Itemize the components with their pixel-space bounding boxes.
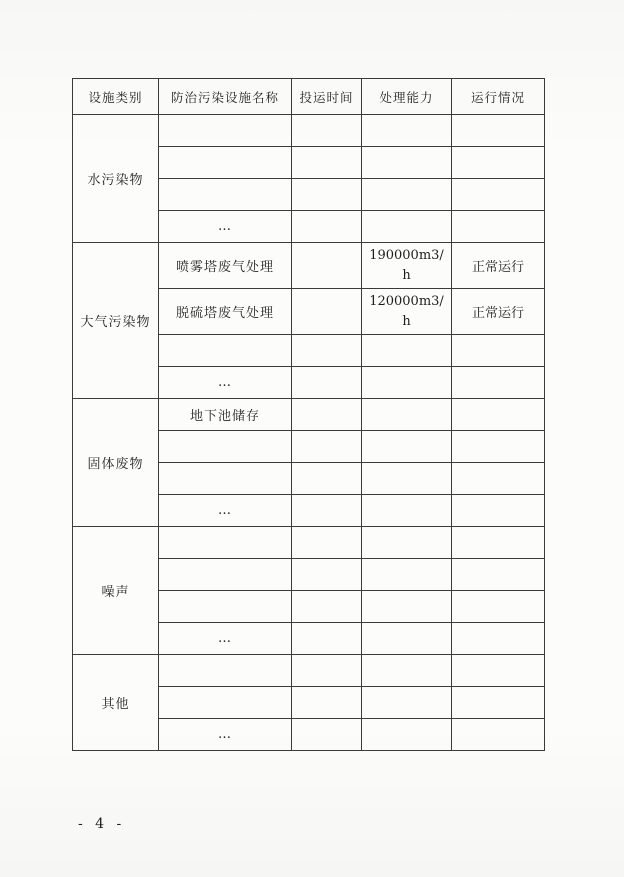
capacity-cell xyxy=(362,335,452,367)
commission-time-cell xyxy=(292,687,362,719)
commission-time-cell xyxy=(292,115,362,147)
commission-time-cell xyxy=(292,431,362,463)
capacity-cell xyxy=(362,289,452,335)
capacity-cell xyxy=(362,399,452,431)
ellipsis-cell: … xyxy=(159,367,292,399)
page-number: - 4 - xyxy=(78,816,126,832)
table-row xyxy=(73,243,545,289)
capacity-cell xyxy=(362,243,452,289)
status-cell: 正常运行 xyxy=(452,289,545,335)
status-cell: 正常运行 xyxy=(452,243,545,289)
capacity-cell xyxy=(362,623,452,655)
commission-time-cell xyxy=(292,243,362,289)
capacity-cell xyxy=(362,367,452,399)
status-cell xyxy=(452,623,545,655)
capacity-cell xyxy=(362,463,452,495)
status-cell xyxy=(452,527,545,559)
capacity-value-line2: h xyxy=(402,313,411,329)
category-solid-waste: 固体废物 xyxy=(73,399,159,527)
capacity-value-line2: h xyxy=(402,267,411,283)
status-cell xyxy=(452,687,545,719)
facility-name-cell xyxy=(159,115,292,147)
capacity-cell xyxy=(362,527,452,559)
facility-name-cell xyxy=(159,147,292,179)
facility-name-cell: 脱硫塔废气处理 xyxy=(159,289,292,335)
capacity-cell xyxy=(362,179,452,211)
commission-time-cell xyxy=(292,179,362,211)
commission-time-cell xyxy=(292,289,362,335)
facility-name-cell xyxy=(159,655,292,687)
facility-name-cell xyxy=(159,463,292,495)
header-facility-category: 设施类别 xyxy=(73,79,159,115)
facility-name-cell xyxy=(159,591,292,623)
category-other: 其他 xyxy=(73,655,159,751)
ellipsis-cell: … xyxy=(159,211,292,243)
status-cell xyxy=(452,431,545,463)
pollution-control-facility-table xyxy=(72,78,545,751)
table-row xyxy=(73,655,545,687)
capacity-cell xyxy=(362,559,452,591)
capacity-cell xyxy=(362,591,452,623)
facility-name-cell xyxy=(159,527,292,559)
status-cell xyxy=(452,115,545,147)
status-cell xyxy=(452,655,545,687)
category-noise: 噪声 xyxy=(73,527,159,655)
capacity-cell xyxy=(362,115,452,147)
facility-name-cell xyxy=(159,335,292,367)
header-commission-time: 投运时间 xyxy=(292,79,362,115)
capacity-cell xyxy=(362,147,452,179)
facility-name-cell: 喷雾塔废气处理 xyxy=(159,243,292,289)
ellipsis-cell: … xyxy=(159,495,292,527)
commission-time-cell xyxy=(292,559,362,591)
category-water-pollutants: 水污染物 xyxy=(73,115,159,243)
capacity-value-line1: 120000m3/ xyxy=(369,293,444,309)
header-operation-status: 运行情况 xyxy=(452,79,545,115)
ellipsis-cell: … xyxy=(159,719,292,751)
table-row xyxy=(73,115,545,147)
commission-time-cell xyxy=(292,495,362,527)
table-header-row xyxy=(73,79,545,115)
capacity-cell xyxy=(362,431,452,463)
status-cell xyxy=(452,211,545,243)
capacity-cell xyxy=(362,719,452,751)
commission-time-cell xyxy=(292,399,362,431)
status-cell xyxy=(452,559,545,591)
commission-time-cell xyxy=(292,719,362,751)
status-cell xyxy=(452,147,545,179)
status-cell xyxy=(452,591,545,623)
commission-time-cell xyxy=(292,623,362,655)
facility-name-cell xyxy=(159,431,292,463)
status-cell xyxy=(452,367,545,399)
ellipsis-cell: … xyxy=(159,623,292,655)
commission-time-cell xyxy=(292,367,362,399)
status-cell xyxy=(452,399,545,431)
capacity-value-line1: 190000m3/ xyxy=(369,247,444,263)
commission-time-cell xyxy=(292,147,362,179)
header-facility-name: 防治污染设施名称 xyxy=(159,79,292,115)
status-cell xyxy=(452,335,545,367)
capacity-cell xyxy=(362,687,452,719)
table-row xyxy=(73,399,545,431)
status-cell xyxy=(452,463,545,495)
header-capacity: 处理能力 xyxy=(362,79,452,115)
status-cell xyxy=(452,495,545,527)
category-air-pollutants: 大气污染物 xyxy=(73,243,159,399)
capacity-cell xyxy=(362,211,452,243)
commission-time-cell xyxy=(292,211,362,243)
commission-time-cell xyxy=(292,527,362,559)
status-cell xyxy=(452,719,545,751)
table-row xyxy=(73,527,545,559)
facility-name-cell xyxy=(159,179,292,211)
status-cell xyxy=(452,179,545,211)
commission-time-cell xyxy=(292,655,362,687)
commission-time-cell xyxy=(292,335,362,367)
capacity-cell xyxy=(362,495,452,527)
facility-name-cell: 地下池储存 xyxy=(159,399,292,431)
commission-time-cell xyxy=(292,463,362,495)
facility-name-cell xyxy=(159,559,292,591)
commission-time-cell xyxy=(292,591,362,623)
capacity-cell xyxy=(362,655,452,687)
facility-name-cell xyxy=(159,687,292,719)
